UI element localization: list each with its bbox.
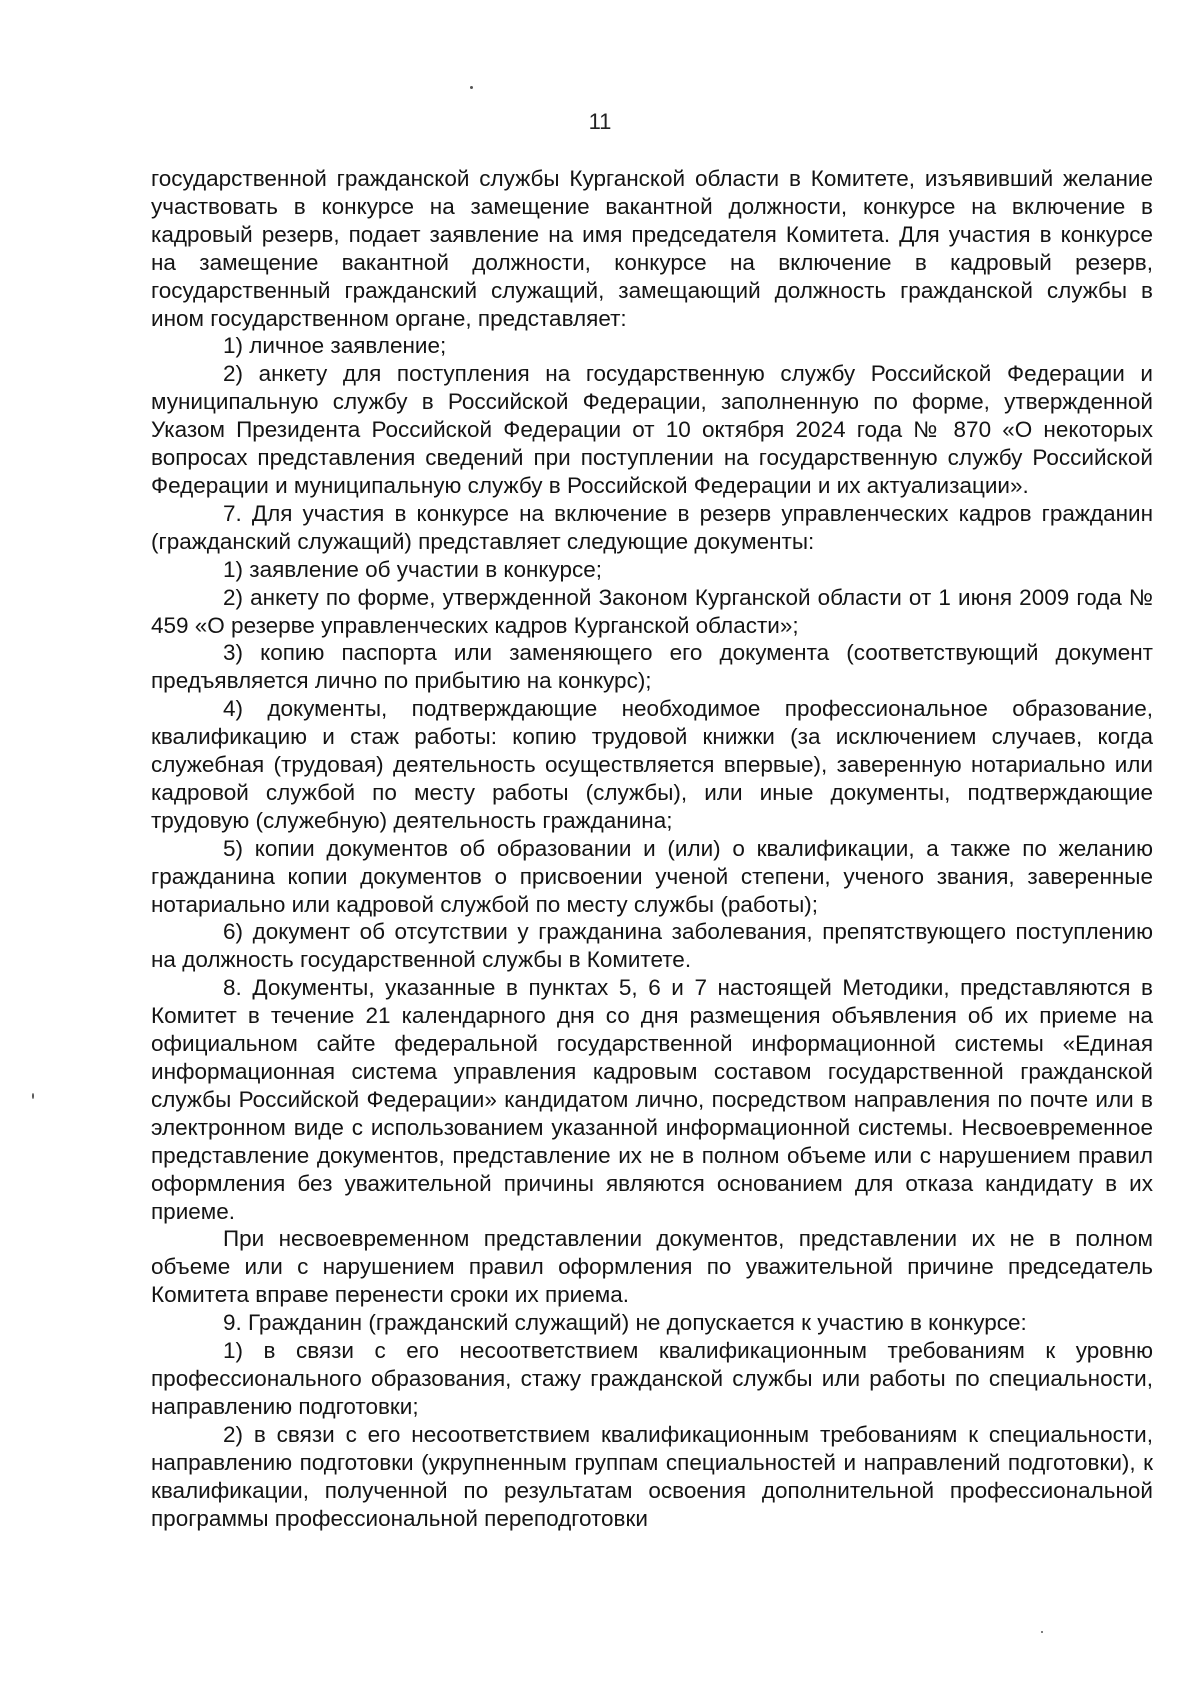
list-item-noncompliance-education: 1) в связи с его несоответствием квалификационным требованиям к уровню профессионального образования, стажу гражданской службы или работы по специальности, направлению подготовки; xyxy=(151,1338,1153,1419)
page-number: 11 xyxy=(588,109,612,134)
clause-9: 9. Гражданин (гражданский служащий) не допускается к участию в конкурсе: xyxy=(223,1310,1027,1336)
list-item-application: 1) заявление об участии в конкурсе; xyxy=(223,556,603,582)
list-item-qualification-copies: 5) копии документов об образовании и (или) о квалификации, а также по желанию гражданина копии документов о присвоении ученой степени, ученого звания, заверенные нотариально или кадровой службой по месту службы (работы); xyxy=(151,835,1153,917)
list-item-noncompliance-specialty: 2) в связи с его несоответствием квалификационным требованиям к специальности, направлению подготовки (укрупненным группам специальностей и направлений подготовки), к квалификации, полученной по результатам освоения дополнительной профессиональной программы профессиональной переподготовки xyxy=(151,1421,1153,1531)
list-item-questionnaire-law: 2) анкету по форме, утвержденной Законом Курганской области от 1 июня 2009 года № 459 «О резерве управленческих кадров Курганской области»; xyxy=(151,584,1153,638)
clause-8: 8. Документы, указанные в пунктах 5, 6 и 7 настоящей Методики, представляются в Комитет в течение 21 календарного дня со дня размещения объявления об их приеме на официальном сайте федеральной государственной информационной системы «Единая информационная система управления кадровым составом государственной гражданской службы Российской Федерации» кандидатом лично, посредством направления по почте или в электронном виде с использованием указанной информационной системы. Несвоевременное представление документов, представление их не в полном объеме или с нарушением правил оформления без уважительной причины являются основанием для отказа кандидату в их приеме. xyxy=(151,975,1153,1224)
list-item-personal-statement: 1) личное заявление; xyxy=(223,333,447,359)
scan-speck xyxy=(1041,1631,1043,1633)
clause-7: 7. Для участия в конкурсе на включение в резерв управленческих кадров гражданин (гражданский служащий) представляет следующие документы: xyxy=(151,500,1153,554)
list-item-passport-copy: 3) копию паспорта или заменяющего его документа (соответствующий документ предъявляется лично по прибытию на конкурс); xyxy=(151,640,1153,694)
paragraph-continuation: государственной гражданской службы Курганской области в Комитете, изъявивший желание участвовать в конкурсе на замещение вакантной должности, конкурсе на включение в кадровый резерв, подает заявление на имя председателя Комитета. Для участия в конкурсе на замещение вакантной должности, конкурсе на включение в кадровый резерв, государственный гражданский служащий, замещающий должность гражданской службы в ином государственном органе, представляет: xyxy=(151,166,1153,331)
scan-speck xyxy=(470,86,473,89)
scan-speck xyxy=(32,1093,34,1099)
list-item-education-documents: 4) документы, подтверждающие необходимое профессиональное образование, квалификацию и стаж работы: копию трудовой книжки (за исключением случаев, когда служебная (трудовая) деятельность осуществляется впервые), заверенную нотариально или кадровой службой по месту работы (службы), или иные документы, подтверждающие трудовую (служебную) деятельность гражданина; xyxy=(151,696,1153,833)
paragraph-late-submission: При несвоевременном представлении документов, представлении их не в полном объеме или с нарушением правил оформления по уважительной причине председатель Комитета вправе перенести сроки их приема. xyxy=(151,1226,1153,1308)
document-body xyxy=(151,165,1153,1532)
list-item-questionnaire: 2) анкету для поступления на государственную службу Российской Федерации и муниципальную службу в Российской Федерации, заполненную по форме, утвержденной Указом Президента Российской Федерации от 10 октября 2024 года № 870 «О некоторых вопросах представления сведений при поступлении на государственную службу Российской Федерации и муниципальную службу в Российской Федерации и их актуализации». xyxy=(151,361,1153,498)
list-item-medical-document: 6) документ об отсутствии у гражданина заболевания, препятствующего поступлению на должность государственной службы в Комитете. xyxy=(151,919,1153,973)
